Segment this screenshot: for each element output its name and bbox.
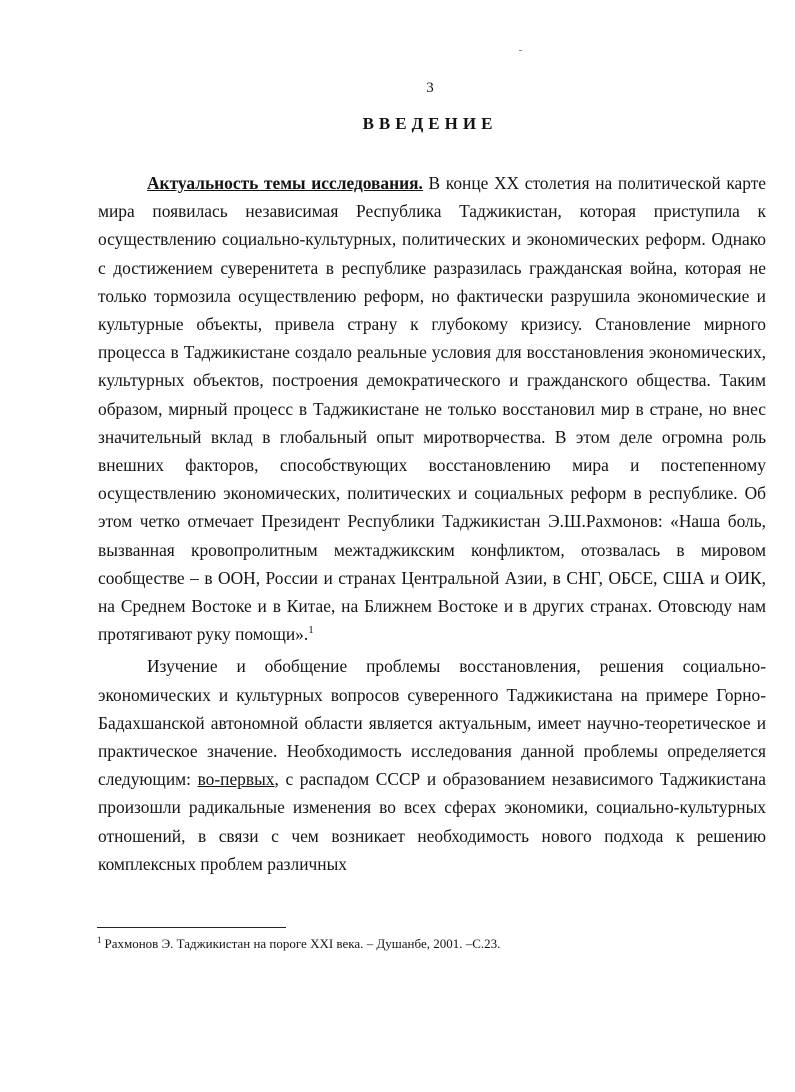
footnote-text: Рахмонов Э. Таджикистан на пороге XXI века. – Душанбе, 2001. –С.23. bbox=[104, 936, 501, 951]
relevance-text: В конце XX столетия на политической карте мира появилась независимая Республика Таджикистан, которая приступила к осуществлению социально-культурных, политических и экономических реформ. Однако с достижением суверенитета в республике разразилась гражданская война, которая не только тормозила осуществлению реформ, но фактически разрушила экономические и культурные объекты, привела страну к глубокому кризису. Становление мирного процесса в Таджикистане создало реальные условия для восстановления экономических, культурных объектов, построения демократического и гражданского общества. Таким образом, мирный процесс в Таджикистане не только восстановил мир в стране, но внес значительный вклад в глобальный опыт миротворчества. В этом деле огромна роль внешних факторов, способствующих восстановлению мира и постепенному осуществлению экономических, политических и социальных реформ в республике. Об этом четко отмечает Президент Республики Таджикистан Э.Ш.Рахмонов: «Наша боль, вызванная кровопролитным межтаджикским конфликтом, отозвалась в мировом сообществе – в ООН, России и странах Центральной Азии, в СНГ, ОБСЕ, США и ОИК, на Среднем Востоке и в Китае, на Ближнем Востоке и в других странах. Отовсюду нам протягивают руку помощи». bbox=[98, 173, 767, 645]
study-text-after: , с распадом СССР и образованием независимого Таджикистана произошли радикальные изменения во всех сферах экономики, социально-культурных отношений, в связи с чем возникает необходимость нового подхода к решению комплексных проблем различных bbox=[98, 769, 767, 874]
section-heading: ВВЕДЕНИЕ bbox=[362, 114, 498, 133]
paragraph-study bbox=[98, 652, 766, 878]
footnote-reference: 1 bbox=[308, 624, 314, 637]
page-number: 3 bbox=[426, 80, 434, 96]
footnote-mark: 1 bbox=[97, 934, 102, 945]
relevance-lead: Актуальность темы исследования. bbox=[147, 173, 423, 193]
footnote-divider bbox=[97, 927, 286, 928]
footnote bbox=[97, 936, 757, 952]
study-text-before: Изучение и обобщение проблемы восстановления, решения социально-экономических и культурных вопросов суверенного Таджикистана на примере Горно-Бадахшанской автономной области является актуальным, имеет научно-теоретическое и практическое значение. Необходимость исследования данной проблемы определяется следующим: bbox=[98, 656, 766, 790]
paragraph-relevance bbox=[98, 169, 766, 648]
study-underlined-term: во-первых bbox=[197, 769, 275, 790]
body-text bbox=[98, 169, 766, 882]
scan-speck bbox=[519, 50, 522, 51]
